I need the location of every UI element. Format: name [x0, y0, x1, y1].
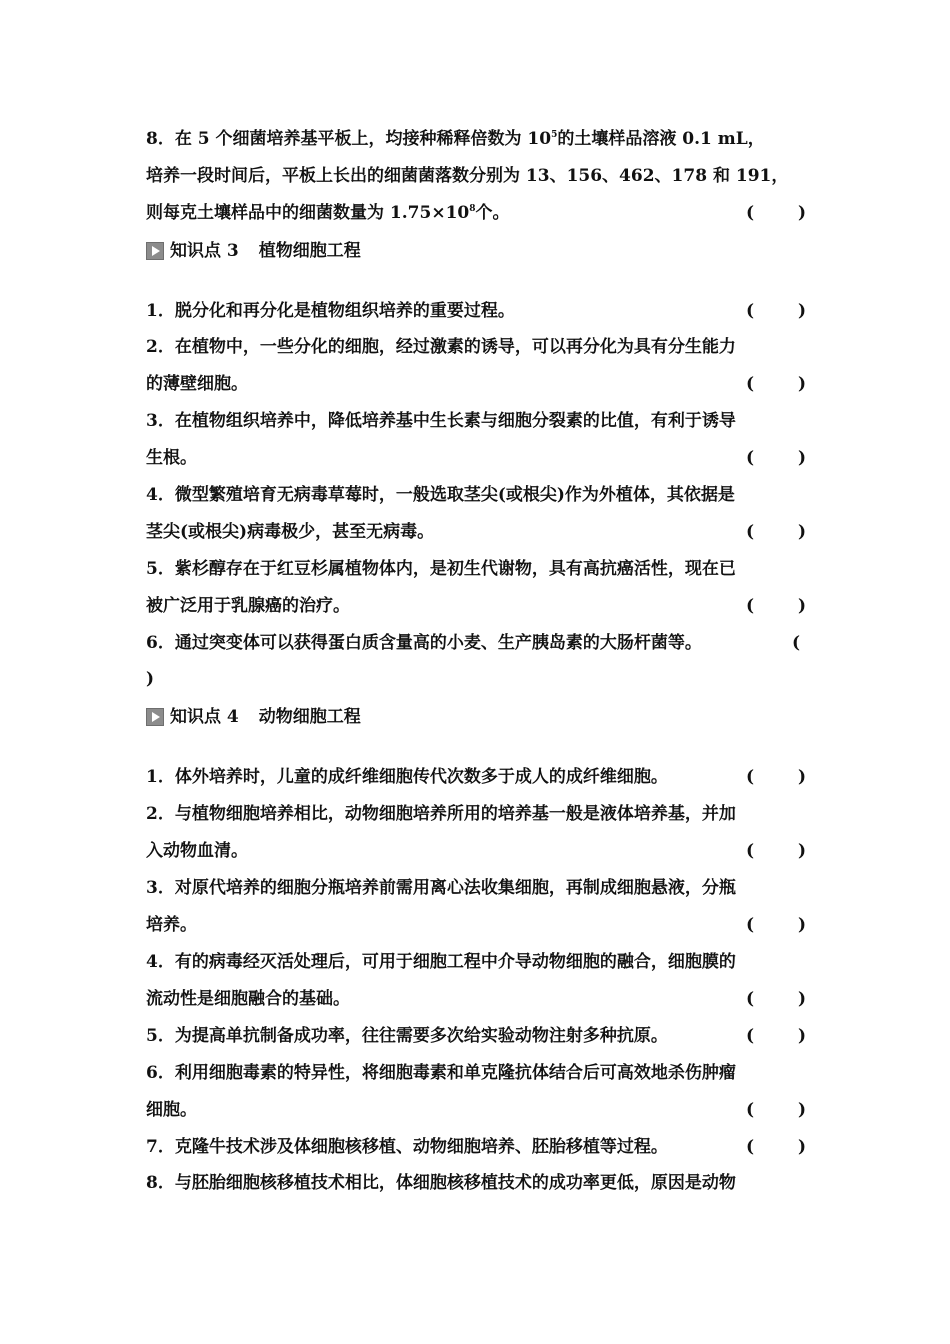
answer-blank[interactable]: ( )	[746, 522, 806, 542]
s3-item4-line1: 4．微型繁殖培育无病毒草莓时，一般选取茎尖(或根尖)作为外植体，其依据是	[146, 485, 735, 505]
s4-item6-line2: 细胞。 ( )	[146, 1095, 806, 1125]
section4-heading: 知识点 4 动物细胞工程	[146, 702, 361, 732]
play-icon	[146, 242, 164, 260]
s3-item4-line2: 茎尖(或根尖)病毒极少，甚至无病毒。 ( )	[146, 517, 806, 547]
answer-blank[interactable]: ( )	[746, 1026, 806, 1046]
s4-item6-line1: 6．利用细胞毒素的特异性，将细胞毒素和单克隆抗体结合后可高效地杀伤肿瘤	[146, 1063, 736, 1083]
answer-blank-open[interactable]: (	[791, 633, 800, 653]
s3-item6-line2	[146, 664, 806, 694]
answer-blank[interactable]: ( )	[746, 767, 806, 787]
s2-item8-line1: 8．在 5 个细菌培养基平板上，均接种稀释倍数为 $10^5$的土壤样品溶液 0.1 mL，	[146, 129, 765, 149]
answer-blank[interactable]: ( )	[746, 448, 806, 468]
s4-item2-line1: 2．与植物细胞培养相比，动物细胞培养所用的培养基一般是液体培养基，并加	[146, 804, 736, 824]
s3-item2-line2: 的薄壁细胞。 ( )	[146, 369, 806, 399]
s3-item5-line2: 被广泛用于乳腺癌的治疗。 ( )	[146, 591, 806, 621]
section3-heading: 知识点 3 植物细胞工程	[146, 236, 361, 266]
answer-blank[interactable]: ( )	[746, 989, 806, 1009]
play-icon	[146, 708, 164, 726]
s3-item1-line1: 1．脱分化和再分化是植物组织培养的重要过程。 ( )	[146, 296, 806, 326]
s4-item2-line2: 入动物血清。 ( )	[146, 836, 806, 866]
answer-blank[interactable]: ( )	[746, 915, 806, 935]
s4-item8-line1: 8．与胚胎细胞核移植技术相比，体细胞核移植技术的成功率更低，原因是动物	[146, 1173, 736, 1193]
answer-blank[interactable]: ( )	[746, 1137, 806, 1157]
s4-item3-line1: 3．对原代培养的细胞分瓶培养前需用离心法收集细胞，再制成细胞悬液，分瓶	[146, 878, 736, 898]
s3-item6-line1: 6．通过突变体可以获得蛋白质含量高的小麦、生产胰岛素的大肠杆菌等。 (	[146, 628, 806, 658]
answer-blank[interactable]: ( )	[746, 596, 806, 616]
answer-blank-close[interactable]: )	[146, 669, 155, 689]
s3-item2-line1: 2．在植物中，一些分化的细胞，经过激素的诱导，可以再分化为具有分生能力	[146, 337, 736, 357]
s3-item5-line1: 5．紫杉醇存在于红豆杉属植物体内，是初生代谢物，具有高抗癌活性，现在已	[146, 559, 736, 579]
answer-blank[interactable]: ( )	[746, 841, 806, 861]
s4-item1-line1: 1．体外培养时，儿童的成纤维细胞传代次数多于成人的成纤维细胞。 ( )	[146, 762, 806, 792]
s4-item7-line1: 7．克隆牛技术涉及体细胞核移植、动物细胞培养、胚胎移植等过程。 ( )	[146, 1132, 806, 1162]
s2-item8-line3: 则每克土壤样品中的细菌数量为 $1.75\times 10^8$个。 ( )	[146, 198, 806, 228]
s2-item8-line2: 培养一段时间后，平板上长出的细菌菌落数分别为 13、156、462、178 和 191，	[146, 166, 789, 186]
answer-blank[interactable]: ( )	[746, 203, 806, 223]
answer-blank[interactable]: ( )	[746, 301, 806, 321]
answer-blank[interactable]: ( )	[746, 374, 806, 394]
s4-item4-line1: 4．有的病毒经灭活处理后，可用于细胞工程中介导动物细胞的融合，细胞膜的	[146, 952, 736, 972]
s4-item3-line2: 培养。 ( )	[146, 910, 806, 940]
answer-blank[interactable]: ( )	[746, 1100, 806, 1120]
s3-item3-line2: 生根。 ( )	[146, 443, 806, 473]
s4-item4-line2: 流动性是细胞融合的基础。 ( )	[146, 984, 806, 1014]
s4-item5-line1: 5．为提高单抗制备成功率，往往需要多次给实验动物注射多种抗原。 ( )	[146, 1021, 806, 1051]
s3-item3-line1: 3．在植物组织培养中，降低培养基中生长素与细胞分裂素的比值，有利于诱导	[146, 411, 736, 431]
